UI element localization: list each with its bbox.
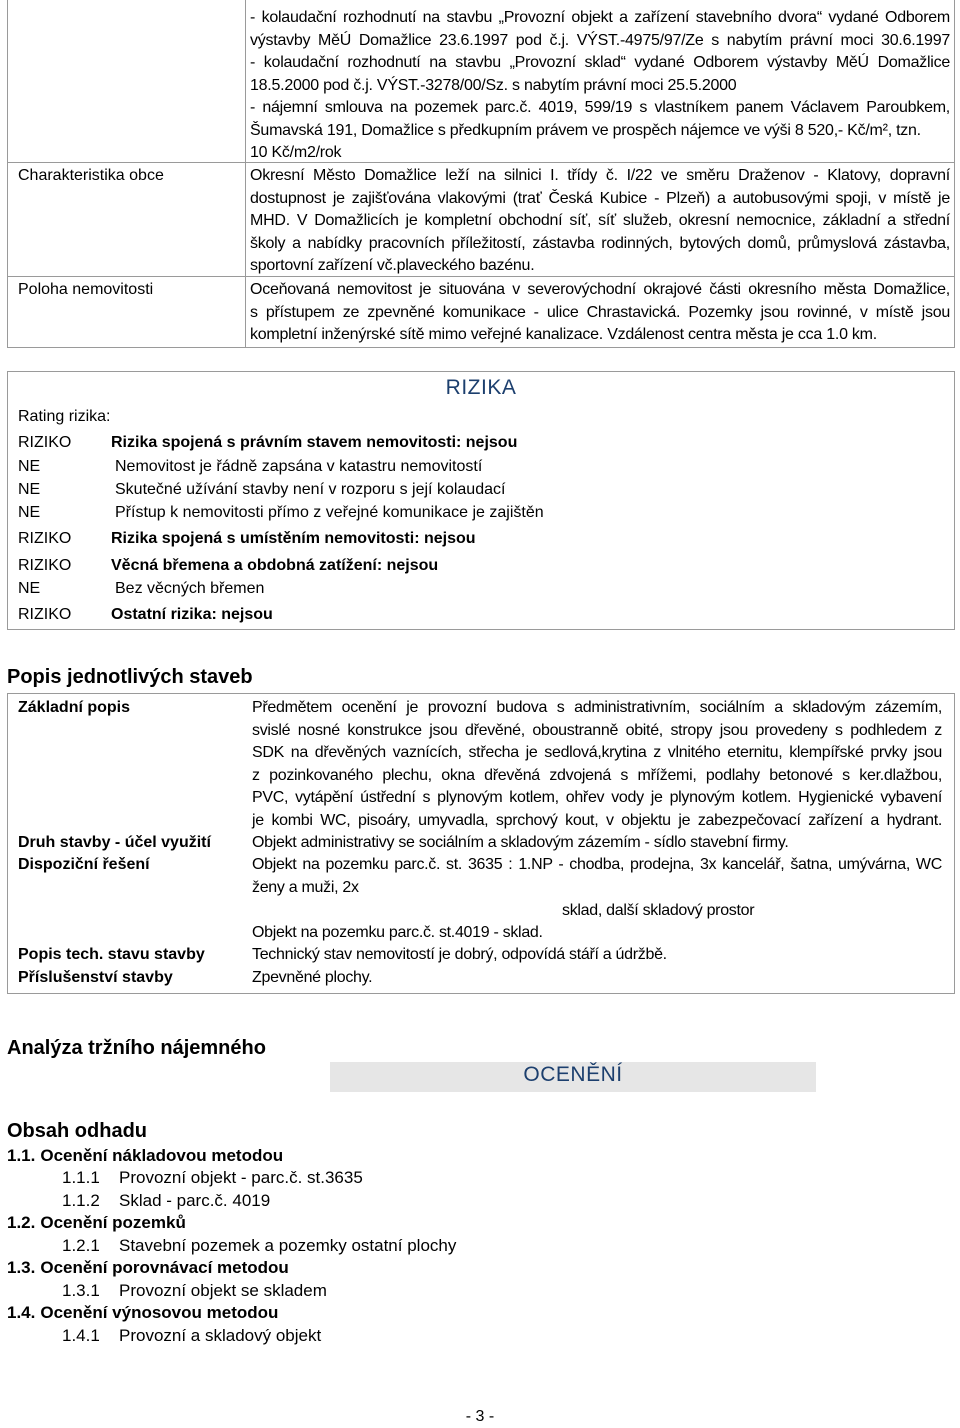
rizika-row xyxy=(18,456,482,478)
risk-text: Věcná břemena a obdobná zatížení: nejsou xyxy=(111,557,439,574)
risk-code: RIZIKO xyxy=(18,530,72,547)
zakladni-line: SDK na dřevěných vaznících, střecha je sedlová,krytina z vlnitého eternitu, klempířské prvky jsou xyxy=(252,744,942,761)
poloha-label: Poloha nemovitosti xyxy=(18,281,154,298)
history-line: výstavby MěÚ Domažlice 23.6.1997 pod č.j. VÝST.-4975/97/Ze s nabytím právní moci 30.6.1997 xyxy=(250,31,950,49)
rating-label: Rating rizika: xyxy=(18,408,111,425)
history-line: - nájemní smlouva na pozemek parc.č. 4019, 599/19 s vlastníkem panem Václavem Paroubkem, xyxy=(250,99,950,116)
risk-code: NE xyxy=(18,504,41,521)
toc-number: 1.2. xyxy=(7,1213,36,1232)
history-block xyxy=(250,7,950,165)
rizika-row xyxy=(18,578,264,600)
toc-number: 1.3. xyxy=(7,1258,36,1277)
toc-subsection xyxy=(62,1326,321,1346)
rizika-row xyxy=(18,432,517,454)
risk-text: Rizika spojená s umístěním nemovitosti: nejsou xyxy=(111,530,476,547)
zakladni-line: svislé nosné konstrukce jsou dřevěné, oboustranně obité, stropy jsou provedeny s podhledem z xyxy=(252,721,942,739)
toc-label: Provozní objekt - parc.č. st.3635 xyxy=(119,1168,363,1187)
zakladni-line: PVC, vytápění ústřední s plynovým kotlem, ohřev vody je plynovým kotlem. Hygienické vybavení xyxy=(252,789,942,806)
toc-label: Ocenění pozemků xyxy=(40,1213,186,1232)
toc-subsection xyxy=(62,1281,327,1301)
value-column xyxy=(246,0,954,347)
tech-label: Popis tech. stavu stavby xyxy=(18,946,205,963)
zakladni-line: je kombi WC, pisoáry, umyvadla, sprchový kout, v objektu je zabezpečovací zařízení a hydrant. xyxy=(252,811,942,829)
risk-code: NE xyxy=(18,458,41,475)
charakteristika-block xyxy=(250,165,950,278)
toc-subsection xyxy=(62,1168,363,1188)
risk-text: Přístup k nemovitosti přímo z veřejné komunikace je zajištěn xyxy=(115,504,544,521)
poloha-line: kompletní inženýrské sítě mimo veřejné kanalizace. Vzdálenost centra města je cca 1.0 km. xyxy=(250,326,877,343)
rizika-row xyxy=(18,502,544,524)
dispozicni-label: Dispoziční řešení xyxy=(18,856,150,873)
toc-label: Provozní objekt se skladem xyxy=(119,1281,327,1300)
history-line: 18.5.2000 pod č.j. VÝST.-3278/00/Sz. s nabytím právní moci 25.5.2000 xyxy=(250,76,737,94)
rizika-row xyxy=(18,555,438,577)
popis-table xyxy=(7,693,955,994)
risk-code: NE xyxy=(18,481,41,498)
toc-label: Provozní a skladový objekt xyxy=(119,1326,322,1345)
history-line: 10 Kč/m2/rok xyxy=(250,144,342,161)
rizika-row xyxy=(18,479,505,501)
toc-label: Sklad - parc.č. 4019 xyxy=(119,1191,271,1210)
toc-label: Ocenění výnosovou metodou xyxy=(40,1303,279,1322)
poloha-line: s přístupem ze zpevněné komunikace - ulice Chrastavická. Pozemky jsou rovinné, v místě jsou xyxy=(250,303,950,321)
charakteristika-line: Okresní Město Domažlice leží na silnici I. třídy č. I/22 ve směru Draženov - Klatovy, dopravní xyxy=(250,167,950,184)
risk-code: RIZIKO xyxy=(18,557,72,574)
rizika-title: RIZIKA xyxy=(445,376,517,399)
zakladni-line: z pozinkovaného plechu, okna dřevěná zdvojená s mřížemi, podlahy betonové s ker.dlažbou, xyxy=(252,766,942,784)
popis-heading: Popis jednotlivých staveb xyxy=(7,666,253,688)
toc-label: Ocenění porovnávací metodou xyxy=(40,1258,289,1277)
obsah-heading: Obsah odhadu xyxy=(7,1120,147,1142)
toc-section xyxy=(7,1213,186,1233)
charakteristika-line: MHD. V Domažlicích je kompletní obchodní síť, síť služeb, okresní nemocnice, základní a střední xyxy=(250,212,950,229)
risk-code: NE xyxy=(18,580,41,597)
toc-number: 1.1.1 xyxy=(62,1168,100,1187)
toc-section xyxy=(7,1146,283,1166)
toc-section xyxy=(7,1303,278,1323)
poloha-line: Oceňovaná nemovitost je situována v severovýchodní okrajové části okresního města Domažlice, xyxy=(250,281,950,298)
rizika-table xyxy=(7,371,955,630)
history-line: - kolaudační rozhodnutí na stavbu „Provozní sklad“ vydané Odborem výstavby MěÚ Domažlice xyxy=(250,54,950,71)
toc-number: 1.3.1 xyxy=(62,1281,100,1300)
risk-text: Bez věcných břemen xyxy=(115,580,265,597)
rizika-row xyxy=(18,604,273,626)
charakteristika-line: dostupnost je zajišťována vlakovými (trať Česká Kubice - Plzeň) a autobusovými spoji, v místě je xyxy=(250,189,950,207)
charakteristika-line: sportovní zařízení vč.plaveckého bazénu. xyxy=(250,257,535,274)
oceneni-banner xyxy=(330,1062,816,1092)
dispozicni-line: Objekt na pozemku parc.č. st. 3635 : 1.NP - chodba, prodejna, 3x kancelář, šatna, umývárna, WC xyxy=(252,856,942,873)
history-line: Šumavská 191, Domažlice s předkupním právem ve prospěch nájemce ve výši 8 520,- Kč/m², tzn. xyxy=(250,121,921,139)
analyza-heading: Analýza tržního nájemného xyxy=(7,1037,266,1059)
druh-label: Druh stavby - účel využití xyxy=(18,834,211,851)
poloha-block xyxy=(250,279,950,347)
risk-text: Rizika spojená s právním stavem nemovitosti: nejsou xyxy=(111,434,518,451)
toc-subsection xyxy=(62,1236,456,1256)
charakteristika-line: školy a nabídky pracovních příležitostí, zástavba rodinných, bytových domů, průmyslová zástavba, xyxy=(250,234,950,252)
toc-section xyxy=(7,1258,289,1278)
risk-text: Skutečné užívání stavby není v rozporu s její kolaudací xyxy=(115,481,506,498)
prislusenstvi-text: Zpevněné plochy. xyxy=(252,969,373,986)
risk-text: Nemovitost je řádně zapsána v katastru nemovitostí xyxy=(115,458,483,475)
dispozicni-line: Objekt na pozemku parc.č. st.4019 - sklad. xyxy=(252,924,543,941)
prislusenstvi-label: Příslušenství stavby xyxy=(18,969,173,986)
risk-text: Ostatní rizika: nejsou xyxy=(111,606,273,623)
toc-subsection xyxy=(62,1191,270,1211)
toc-label: Stavební pozemek a pozemky ostatní plochy xyxy=(119,1236,457,1255)
zakladni-block xyxy=(252,697,942,832)
history-line: - kolaudační rozhodnutí na stavbu „Provozní objekt a zařízení stavebního dvora“ vydané Odborem xyxy=(250,9,950,26)
dispozicni-line: ženy a muži, 2x xyxy=(252,879,359,896)
property-info-table xyxy=(7,0,955,348)
toc-number: 1.4.1 xyxy=(62,1326,100,1345)
toc-number: 1.2.1 xyxy=(62,1236,100,1255)
toc-number: 1.4. xyxy=(7,1303,36,1322)
rizika-row xyxy=(18,528,476,550)
zakladni-line: Předmětem ocenění je provozní budova s administrativním, sociálním a skladovým zázemím, xyxy=(252,699,942,716)
risk-code: RIZIKO xyxy=(18,434,72,451)
page-number: - 3 - xyxy=(465,1408,495,1425)
toc-number: 1.1. xyxy=(7,1146,36,1165)
oceneni-label: OCENĚNÍ xyxy=(523,1063,623,1086)
charakteristika-label: Charakteristika obce xyxy=(18,167,164,184)
zakladni-label: Základní popis xyxy=(18,699,131,716)
toc-label: Ocenění nákladovou metodou xyxy=(40,1146,284,1165)
druh-text: Objekt administrativy se sociálním a skladovým zázemím - sídlo stavební firmy. xyxy=(252,834,789,851)
label-column xyxy=(8,0,246,347)
tech-text: Technický stav nemovitostí je dobrý, odpovídá stáří a údržbě. xyxy=(252,946,667,963)
risk-code: RIZIKO xyxy=(18,606,72,623)
toc-number: 1.1.2 xyxy=(62,1191,100,1210)
dispozicni-line: sklad, další skladový prostor xyxy=(562,902,755,919)
